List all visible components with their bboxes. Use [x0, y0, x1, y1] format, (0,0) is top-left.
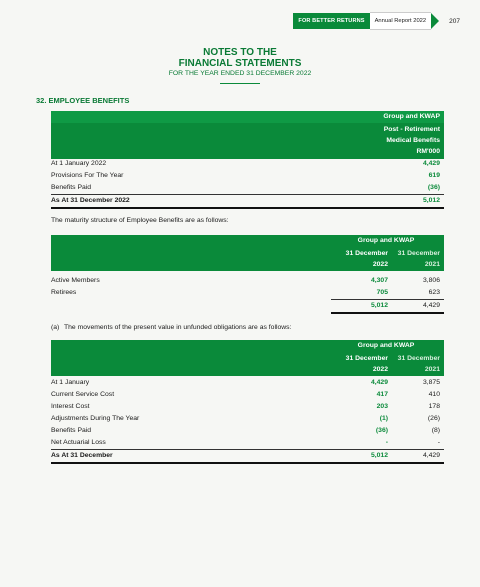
col-line: 31 December	[397, 250, 440, 257]
row-label: At 1 January 2022	[51, 160, 107, 167]
value-2022: 4,429	[370, 379, 388, 386]
title-subtitle: FOR THE YEAR ENDED 31 DECEMBER 2022	[168, 70, 312, 77]
table2-bottom-rule	[331, 312, 444, 314]
header-report-name: Annual Report 2022	[370, 12, 432, 30]
col-year: 2021	[424, 261, 440, 268]
value-2021: 3,875	[422, 379, 440, 386]
row-label: Retirees	[51, 289, 77, 296]
table2-group-label: Group and KWAP	[357, 237, 415, 244]
table-row	[51, 170, 444, 182]
table1-bottom-rule	[51, 207, 444, 209]
table1-col-line-2: Medical Benefits	[386, 137, 440, 144]
value-2021: (26)	[427, 415, 440, 422]
header-arrow-icon	[431, 13, 439, 29]
total-2022: 5,012	[370, 302, 388, 309]
col-year: 2021	[424, 366, 440, 373]
col-year: 2022	[372, 261, 388, 268]
note-marker: (a)	[51, 324, 60, 331]
table2-col-2022	[332, 248, 388, 270]
row-value: 619	[428, 172, 440, 179]
col-line: 31 December	[397, 355, 440, 362]
table1-col-line-3: RM'000	[416, 148, 440, 155]
row-label: Provisions For The Year	[51, 172, 124, 179]
value-2021: (8)	[431, 427, 440, 434]
total-2022: 5,012	[370, 452, 388, 459]
col-line: 31 December	[345, 355, 388, 362]
row-label: Benefits Paid	[51, 427, 92, 434]
table-row	[51, 437, 444, 449]
value-2022: 4,307	[370, 277, 388, 284]
value-2022: 203	[376, 403, 388, 410]
table3-col-2021	[384, 353, 440, 375]
table2-total-row	[51, 300, 444, 312]
value-2022: (1)	[379, 415, 388, 422]
note-maturity: The maturity structure of Employee Benefits are as follows:	[51, 217, 229, 224]
col-line: 31 December	[345, 250, 388, 257]
table2-col-2021	[384, 248, 440, 270]
table1-group-label: Group and KWAP	[51, 111, 444, 123]
value-2022: -	[385, 439, 388, 446]
table2-header	[51, 235, 444, 271]
table-row	[51, 425, 444, 437]
page-title	[0, 47, 480, 84]
page-header	[293, 13, 460, 29]
value-2021: 3,806	[422, 277, 440, 284]
table3-group-label: Group and KWAP	[357, 342, 415, 349]
header-tagline: FOR BETTER RETURNS	[293, 13, 369, 29]
row-label: Current Service Cost	[51, 391, 115, 398]
value-2021: 410	[428, 391, 440, 398]
total-label: As At 31 December 2022	[51, 197, 130, 204]
table1-col-line-1: Post - Retirement	[383, 126, 440, 133]
total-value: 5,012	[422, 197, 440, 204]
value-2021: 178	[428, 403, 440, 410]
table-row	[51, 275, 444, 287]
col-year: 2022	[372, 366, 388, 373]
row-label: Benefits Paid	[51, 184, 92, 191]
table-row	[51, 287, 444, 299]
row-label: Adjustments During The Year	[51, 415, 140, 422]
table3-bottom-rule	[51, 462, 444, 464]
title-line-1: NOTES TO THE	[203, 47, 277, 58]
table-row	[51, 377, 444, 389]
table-row	[51, 389, 444, 401]
table3-total-row	[51, 450, 444, 462]
row-value: 4,429	[422, 160, 440, 167]
row-label: Net Actuarial Loss	[51, 439, 106, 446]
value-2022: (36)	[375, 427, 388, 434]
table3-col-2022	[332, 353, 388, 375]
table-row	[51, 182, 444, 194]
section-heading: 32. EMPLOYEE BENEFITS	[36, 96, 130, 105]
value-2022: 705	[376, 289, 388, 296]
row-label: Interest Cost	[51, 403, 90, 410]
value-2021: -	[437, 439, 440, 446]
table-row	[51, 401, 444, 413]
table1-total-row	[51, 195, 444, 207]
note-text: The movements of the present value in unfunded obligations are as follows:	[64, 324, 292, 331]
total-label: As At 31 December	[51, 452, 113, 459]
total-2021: 4,429	[422, 302, 440, 309]
page-number: 207	[449, 17, 460, 25]
table3-header	[51, 340, 444, 376]
row-label: At 1 January	[51, 379, 90, 386]
title-divider	[220, 83, 260, 84]
row-label: Active Members	[51, 277, 100, 284]
value-2022: 417	[376, 391, 388, 398]
row-value: (36)	[427, 184, 440, 191]
table-row	[51, 413, 444, 425]
value-2021: 623	[428, 289, 440, 296]
total-2021: 4,429	[422, 452, 440, 459]
table-row	[51, 158, 444, 170]
table1-header	[51, 111, 444, 159]
title-line-2: FINANCIAL STATEMENTS	[178, 58, 302, 69]
